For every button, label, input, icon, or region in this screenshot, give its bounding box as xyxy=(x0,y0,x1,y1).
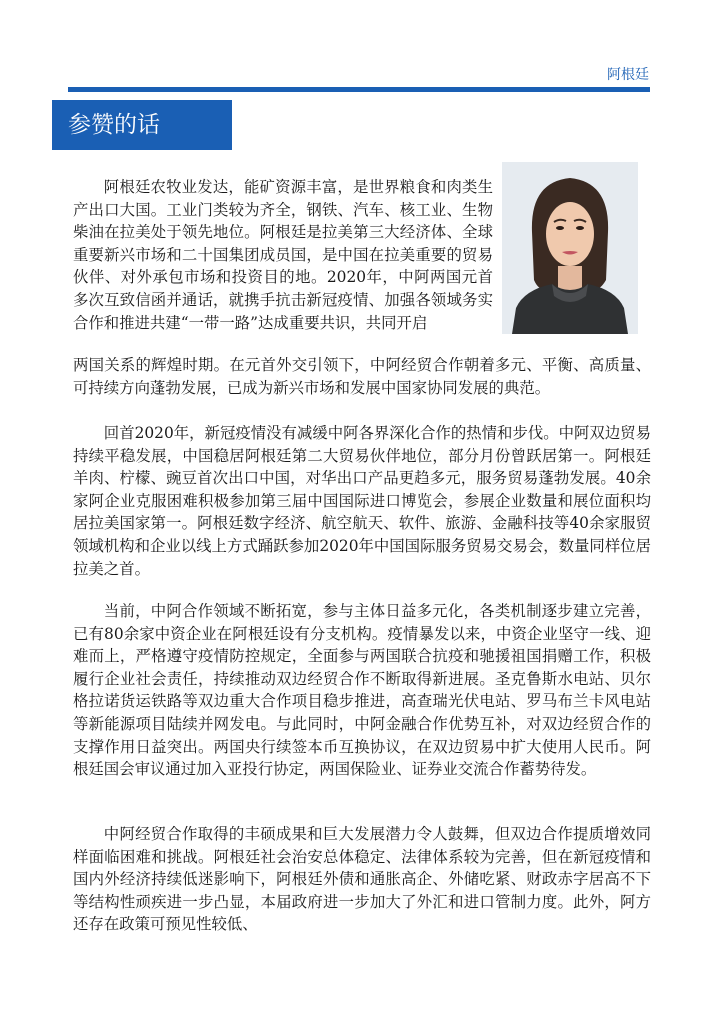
header-divider xyxy=(68,87,650,92)
portrait-photo xyxy=(502,162,638,334)
portrait-illustration xyxy=(502,162,638,334)
paragraph-2: 回首2020年，新冠疫情没有减缓中阿各界深化合作的热情和步伐。中阿双边贸易持续平稳发展，中国稳居阿根廷第二大贸易伙伴地位，部分月份曾跃居第一。阿根廷羊肉、柠檬、豌豆首次出口中国，对华出口产品更趋多元，服务贸易蓬勃发展。40余家阿企业克服困难积极参加第三届中国国际进口博览会，参展企业数量和展位面积均居拉美国家第一。阿根廷数字经济、航空航天、软件、旅游、金融科技等40余家服贸领域机构和企业以线上方式踊跃参加2020年中国国际服务贸易交易会，数量同样位居拉美之首。 xyxy=(73,424,651,578)
header-country-label: 阿根廷 xyxy=(607,67,649,83)
paragraph-1-continued: 两国关系的辉煌时期。在元首外交引领下，中阿经贸合作朝着多元、平衡、高质量、可持续方向蓬勃发展，已成为新兴市场和发展中国家协同发展的典范。 xyxy=(73,356,651,397)
paragraph-1: 阿根廷农牧业发达，能矿资源丰富，是世界粮食和肉类生产出口大国。工业门类较为齐全，钢铁、汽车、核工业、生物柴油在拉美处于领先地位。阿根廷是拉美第三大经济体、全球重要新兴市场和二十国集团成员国，是中国在拉美重要的贸易伙伴、对外承包市场和投资目的地。2020年，中阿两国元首多次互致信函并通话，就携手抗击新冠疫情、加强各领域务实合作和推进共建“一带一路”达成重要共识，共同开启 xyxy=(73,178,493,332)
paragraph-4: 中阿经贸合作取得的丰硕成果和巨大发展潜力令人鼓舞，但双边合作提质增效同样面临困难和挑战。阿根廷社会治安总体稳定、法律体系较为完善，但在新冠疫情和国内外经济持续低迷影响下，阿根廷外债和通胀高企、外储吃紧、财政赤字居高不下等结构性顽疾进一步凸显，本届政府进一步加大了外汇和进口管制力度。此外，阿方还存在政策可预见性较低、 xyxy=(73,825,651,934)
section-title: 参赞的话 xyxy=(52,100,232,150)
paragraph-3: 当前，中阿合作领域不断拓宽，参与主体日益多元化，各类机制逐步建立完善，已有80余家中资企业在阿根廷设有分支机构。疫情暴发以来，中资企业坚守一线、迎难而上，严格遵守疫情防控规定，全面参与两国联合抗疫和驰援祖国捐赠工作，积极履行企业社会责任，持续推动双边经贸合作不断取得新进展。圣克鲁斯水电站、贝尔格拉诺货运铁路等双边重大合作项目稳步推进，高查瑞光伏电站、罗马布兰卡风电站等新能源项目陆续并网发电。与此同时，中阿金融合作优势互补，对双边经贸合作的支撑作用日益突出。两国央行续签本币互换协议，在双边贸易中扩大使用人民币。阿根廷国会审议通过加入亚投行协定，两国保险业、证券业交流合作蓄势待发。 xyxy=(73,602,651,779)
